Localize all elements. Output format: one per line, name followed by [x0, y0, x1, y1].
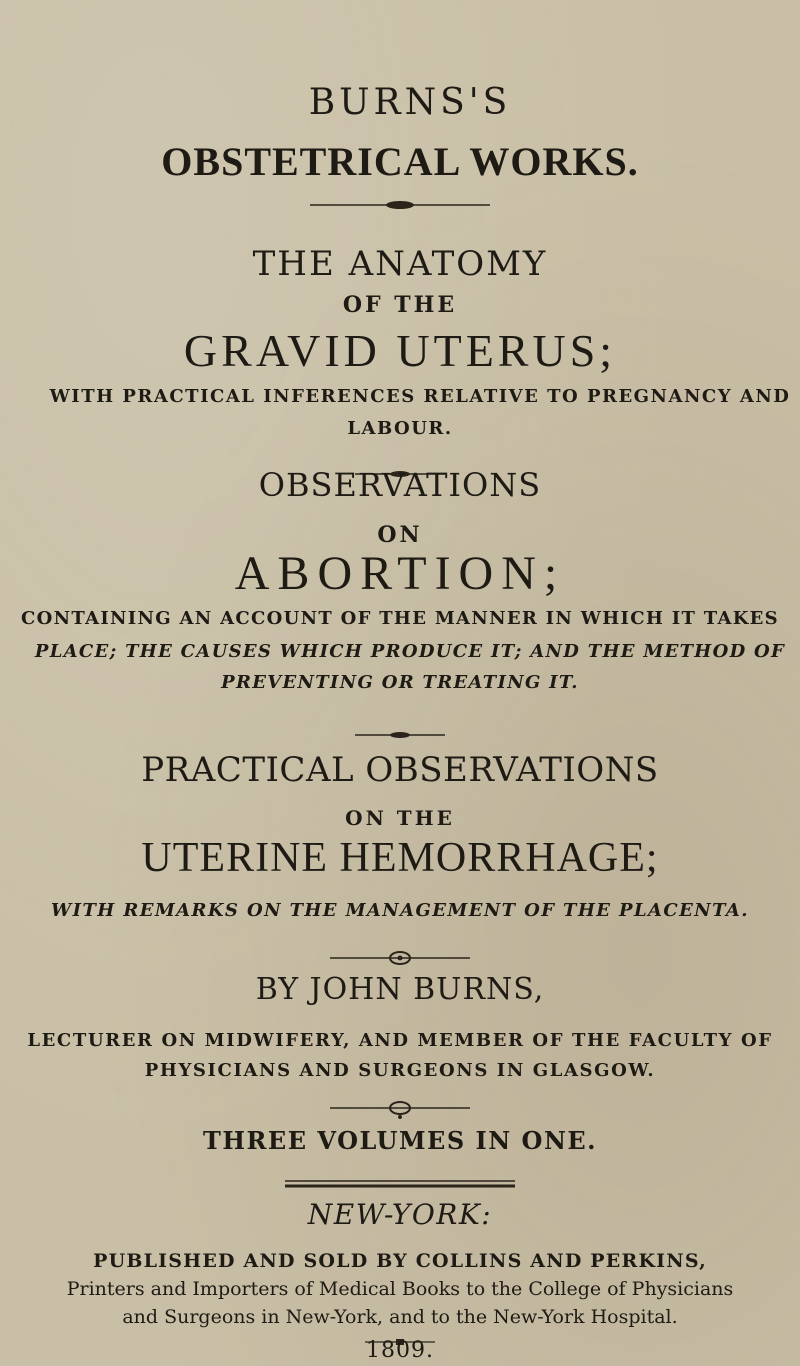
work3-subtitle-line1: WITH REMARKS ON THE MANAGEMENT OF THE PLACENTA. [51, 900, 749, 921]
imprint-publisher-line1: PUBLISHED AND SOLD BY COLLINS AND PERKINS, [93, 1250, 707, 1272]
work1-title-line1: THE ANATOMY [252, 244, 548, 284]
work3-title-line1: PRACTICAL OBSERVATIONS [141, 750, 659, 790]
work2-subtitle-line1: CONTAINING AN ACCOUNT OF THE MANNER IN WHICH IT TAKES [21, 608, 779, 629]
work3-title-line2: ON THE [345, 806, 455, 830]
ornament-rule-1 [0, 196, 800, 215]
volumes-statement: THREE VOLUMES IN ONE. [202, 1126, 598, 1155]
ornament-rule-3 [0, 725, 800, 744]
work2-title-line2: ON [377, 522, 423, 548]
work2-subtitle-line2: PLACE; THE CAUSES WHICH PRODUCE IT; AND THE METHOD OF [34, 641, 786, 662]
credentials-line2: PHYSICIANS AND SURGEONS IN GLASGOW. [144, 1060, 656, 1081]
work2-title-line1: OBSERVATIONS [258, 466, 542, 504]
work3-title-line3: UTERINE HEMORRHAGE; [141, 835, 659, 881]
imprint-year: 1809. [366, 1338, 434, 1363]
work2-subtitle-line3: PREVENTING OR TREATING IT. [221, 672, 579, 693]
double-rule [0, 1174, 800, 1193]
work2-title-line3: ABORTION; [234, 547, 566, 600]
work1-subtitle-line2: LABOUR. [347, 418, 453, 439]
imprint-publisher-line2: Printers and Importers of Medical Books to the College of Physicians [66, 1278, 734, 1300]
byline: BY JOHN BURNS, [255, 972, 545, 1007]
work1-subtitle-line1: WITH PRACTICAL INFERENCES RELATIVE TO PREGNANCY AND [49, 386, 791, 407]
imprint-publisher-line3: and Surgeons in New-York, and to the New-York Hospital. [122, 1306, 678, 1328]
work1-title-line3: GRAVID UTERUS; [183, 325, 617, 376]
collection-title: OBSTETRICAL WORKS. [161, 139, 639, 184]
work1-title-line2: OF THE [342, 292, 458, 318]
author-possessive: BURNS'S [308, 82, 512, 123]
ornament-rule-4 [0, 950, 800, 970]
ornament-rule-5 [0, 1100, 800, 1124]
imprint-place: NEW-YORK: [307, 1198, 493, 1231]
credentials-line1: LECTURER ON MIDWIFERY, AND MEMBER OF THE FACULTY OF [27, 1030, 773, 1051]
